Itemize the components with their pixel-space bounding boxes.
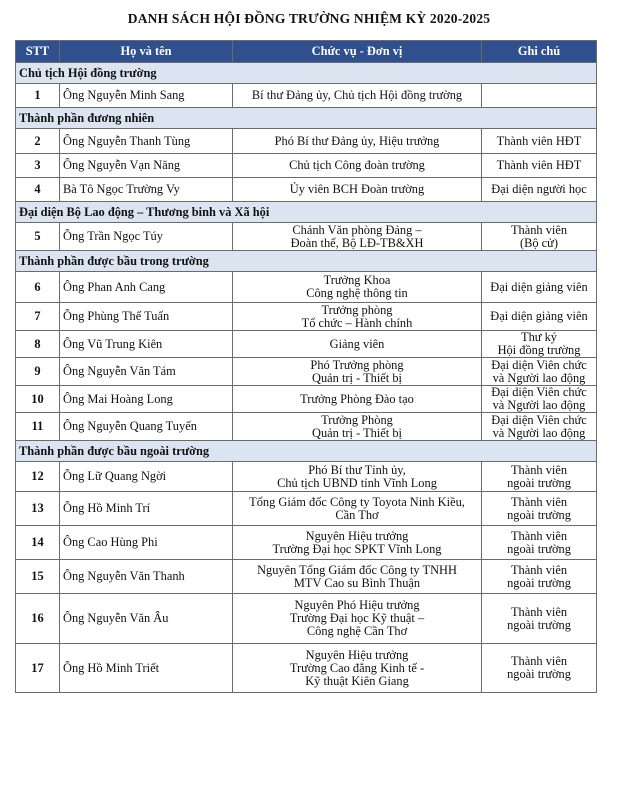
table-row	[16, 272, 597, 303]
council-table	[15, 40, 597, 693]
stt-cell: 1	[16, 84, 60, 108]
stt-cell: 8	[16, 331, 60, 358]
table-row	[16, 526, 597, 560]
position-cell: Phó Bí thư Tỉnh ủy, Chủ tịch UBND tỉnh Vĩnh Long	[233, 462, 482, 492]
table-row	[16, 644, 597, 693]
note-cell: Thành viên ngoài trường	[482, 492, 597, 526]
section-label: Thành phần được bầu ngoài trường	[16, 441, 597, 462]
section-row	[16, 441, 597, 462]
table-row	[16, 223, 597, 251]
section-label: Thành phần đương nhiên	[16, 108, 597, 129]
position-cell: Nguyên Phó Hiệu trưởng Trường Đại học Kỹ thuật – Công nghệ Cần Thơ	[233, 594, 482, 644]
name-cell: Ông Nguyễn Văn Âu	[60, 594, 233, 644]
position-cell: Bí thư Đảng ủy, Chủ tịch Hội đồng trường	[233, 84, 482, 108]
stt-cell: 15	[16, 560, 60, 594]
section-row	[16, 251, 597, 272]
stt-cell: 6	[16, 272, 60, 303]
section-label: Đại diện Bộ Lao động – Thương binh và Xã hội	[16, 202, 597, 223]
note-cell: Thành viên ngoài trường	[482, 644, 597, 693]
table-row	[16, 154, 597, 178]
stt-cell: 16	[16, 594, 60, 644]
table-row	[16, 594, 597, 644]
stt-cell: 5	[16, 223, 60, 251]
name-cell: Ông Hồ Minh Triết	[60, 644, 233, 693]
stt-cell: 13	[16, 492, 60, 526]
name-cell: Ông Nguyễn Văn Tám	[60, 358, 233, 386]
table-row	[16, 303, 597, 331]
name-cell: Ông Cao Hùng Phi	[60, 526, 233, 560]
stt-cell: 10	[16, 386, 60, 413]
position-cell: Nguyên Tổng Giám đốc Công ty TNHH MTV Cao su Bình Thuận	[233, 560, 482, 594]
note-cell: Đại diện người học	[482, 178, 597, 202]
position-cell: Nguyên Hiệu trưởng Trường Cao đẳng Kinh tế - Kỹ thuật Kiên Giang	[233, 644, 482, 693]
name-cell: Bà Tô Ngọc Trường Vy	[60, 178, 233, 202]
name-cell: Ông Nguyễn Quang Tuyến	[60, 413, 233, 441]
name-cell: Ông Nguyễn Vạn Năng	[60, 154, 233, 178]
section-label: Chủ tịch Hội đồng trường	[16, 63, 597, 84]
stt-cell: 4	[16, 178, 60, 202]
name-cell: Ông Phan Anh Cang	[60, 272, 233, 303]
note-cell: Thư ký Hội đồng trường	[482, 331, 597, 358]
position-cell: Trưởng Khoa Công nghệ thông tin	[233, 272, 482, 303]
table-row	[16, 178, 597, 202]
note-cell: Thành viên ngoài trường	[482, 560, 597, 594]
header-name: Họ và tên	[60, 41, 233, 63]
note-cell: Đại diện Viên chức và Người lao động	[482, 386, 597, 413]
note-cell: Thành viên (Bộ cử)	[482, 223, 597, 251]
note-cell: Thành viên HĐT	[482, 154, 597, 178]
position-cell: Giảng viên	[233, 331, 482, 358]
position-cell: Trưởng phòng Tổ chức – Hành chính	[233, 303, 482, 331]
section-row	[16, 63, 597, 84]
stt-cell: 14	[16, 526, 60, 560]
name-cell: Ông Lữ Quang Ngời	[60, 462, 233, 492]
name-cell: Ông Nguyễn Thanh Tùng	[60, 129, 233, 154]
header-position: Chức vụ - Đơn vị	[233, 41, 482, 63]
note-cell: Đại diện Viên chức và Người lao động	[482, 358, 597, 386]
table-row	[16, 492, 597, 526]
stt-cell: 17	[16, 644, 60, 693]
stt-cell: 12	[16, 462, 60, 492]
header-row	[16, 41, 597, 63]
table-row	[16, 462, 597, 492]
section-label: Thành phần được bầu trong trường	[16, 251, 597, 272]
name-cell: Ông Hồ Minh Trí	[60, 492, 233, 526]
note-cell: Đại diện Viên chức và Người lao động	[482, 413, 597, 441]
position-cell: Nguyên Hiệu trưởng Trường Đại học SPKT Vĩnh Long	[233, 526, 482, 560]
note-cell: Thành viên ngoài trường	[482, 462, 597, 492]
note-cell: Thành viên ngoài trường	[482, 594, 597, 644]
note-cell	[482, 84, 597, 108]
position-cell: Chủ tịch Công đoàn trường	[233, 154, 482, 178]
name-cell: Ông Nguyễn Văn Thanh	[60, 560, 233, 594]
table-row	[16, 358, 597, 386]
name-cell: Ông Phùng Thế Tuấn	[60, 303, 233, 331]
note-cell: Đại diện giảng viên	[482, 272, 597, 303]
page-title: DANH SÁCH HỘI ĐỒNG TRƯỜNG NHIỆM KỲ 2020-2025	[127, 11, 491, 26]
header-note: Ghi chú	[482, 41, 597, 63]
table-row	[16, 386, 597, 413]
table-row	[16, 129, 597, 154]
note-cell: Thành viên HĐT	[482, 129, 597, 154]
note-cell: Đại diện giảng viên	[482, 303, 597, 331]
position-cell: Trưởng Phòng Đào tạo	[233, 386, 482, 413]
position-cell: Tổng Giám đốc Công ty Toyota Ninh Kiều, Cần Thơ	[233, 492, 482, 526]
name-cell: Ông Vũ Trung Kiên	[60, 331, 233, 358]
position-cell: Phó Bí thư Đảng ủy, Hiệu trưởng	[233, 129, 482, 154]
stt-cell: 11	[16, 413, 60, 441]
stt-cell: 7	[16, 303, 60, 331]
stt-cell: 9	[16, 358, 60, 386]
section-row	[16, 108, 597, 129]
note-cell: Thành viên ngoài trường	[482, 526, 597, 560]
table-row	[16, 560, 597, 594]
name-cell: Ông Trần Ngọc Túy	[60, 223, 233, 251]
section-row	[16, 202, 597, 223]
position-cell: Trưởng Phòng Quản trị - Thiết bị	[233, 413, 482, 441]
name-cell: Ông Mai Hoàng Long	[60, 386, 233, 413]
stt-cell: 2	[16, 129, 60, 154]
position-cell: Phó Trưởng phòng Quản trị - Thiết bị	[233, 358, 482, 386]
table-row	[16, 413, 597, 441]
table-row	[16, 84, 597, 108]
table-row	[16, 331, 597, 358]
name-cell: Ông Nguyễn Minh Sang	[60, 84, 233, 108]
position-cell: Chánh Văn phòng Đảng – Đoàn thể, Bộ LĐ-TB&XH	[233, 223, 482, 251]
stt-cell: 3	[16, 154, 60, 178]
header-stt: STT	[16, 41, 60, 63]
position-cell: Ủy viên BCH Đoàn trường	[233, 178, 482, 202]
